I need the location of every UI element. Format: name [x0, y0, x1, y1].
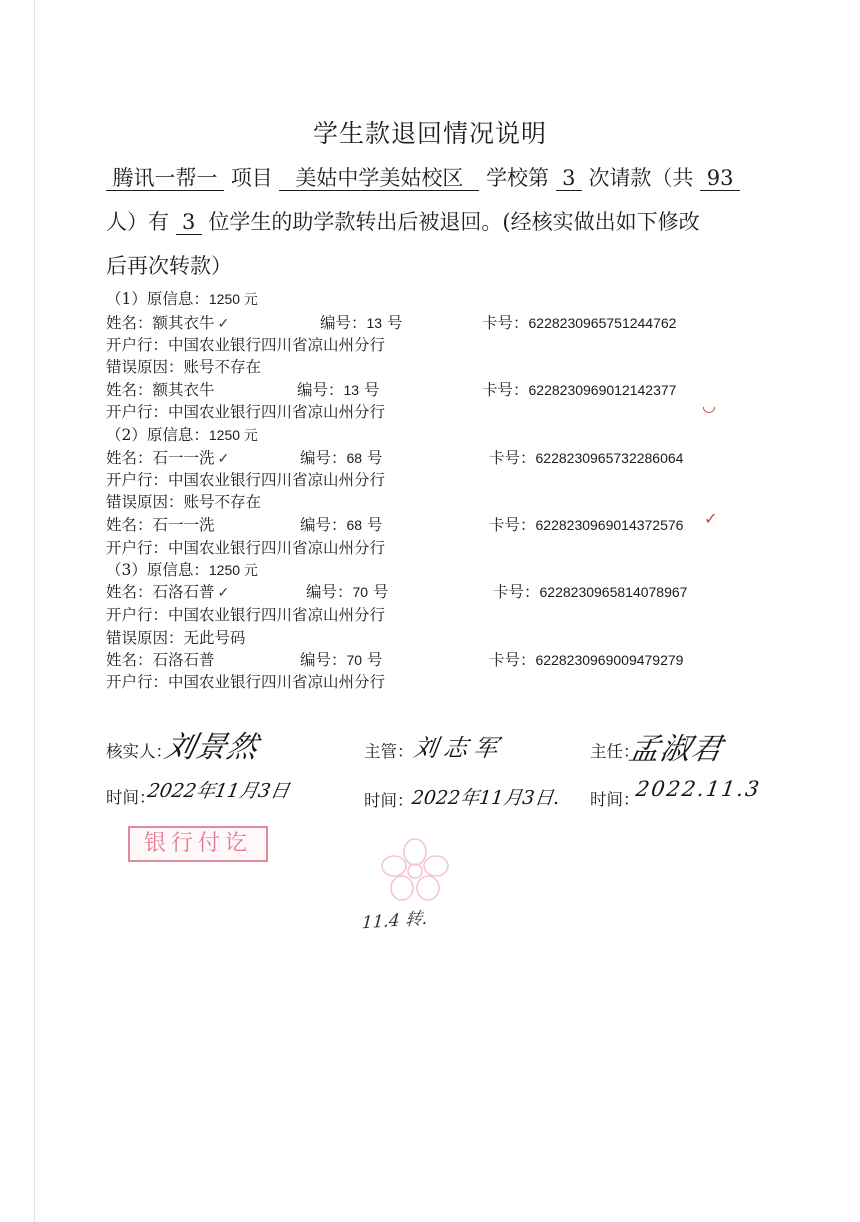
line2-suffix: 位学生的助学款转出后被退回。(经核实做出如下修改 [208, 210, 700, 234]
batch-number: 3 [556, 166, 582, 191]
record-3-new-id: 编号：70 号 [300, 651, 383, 669]
record-1-bank: 开户行：中国农业银行四川省凉山州分行 [106, 336, 386, 354]
returned-count: 3 [176, 210, 202, 235]
record-3-id: 编号：70 号 [306, 583, 389, 601]
supervisor-time: 2022年11月3日. [410, 787, 561, 809]
director-time-label: 时间： [590, 790, 640, 809]
record-3-bank: 开户行：中国农业银行四川省凉山州分行 [106, 606, 386, 624]
record-1-original-info: （1）原信息：1250 元 [106, 290, 258, 308]
page-title: 学生款退回情况说明 [312, 119, 547, 148]
record-1-error: 错误原因：账号不存在 [106, 358, 262, 376]
page-edge-line [34, 0, 35, 1222]
record-3-error: 错误原因：无此号码 [106, 629, 246, 647]
record-2-new-id: 编号：68 号 [300, 516, 383, 534]
record-1-new-bank: 开户行：中国农业银行四川省凉山州分行 [106, 403, 386, 421]
intro-line-3: 后再次转款） [106, 254, 232, 278]
record-3-new-name: 姓名：石洛石普 [106, 651, 215, 669]
record-2-old-card: 卡号：6228230965732286064 [489, 449, 684, 467]
check-mark-icon: ✓ [217, 451, 230, 467]
director-time: 2022.11.3 [634, 777, 763, 801]
project-name: 腾讯一帮一 [106, 166, 224, 191]
record-2-error: 错误原因：账号不存在 [106, 493, 262, 511]
record-3-original-info: （3）原信息：1250 元 [106, 561, 258, 579]
record-3-old-card: 卡号：6228230965814078967 [493, 583, 688, 601]
check-mark-icon: ✓ [217, 316, 230, 332]
total-students: 93 [700, 166, 740, 191]
line2-prefix: 人）有 [106, 210, 169, 234]
record-1-new-card: 卡号：6228230969012142377 [482, 381, 677, 399]
school-label: 学校第 [486, 166, 550, 190]
record-2-new-name: 姓名：石一一洗 [106, 516, 215, 534]
intro-line-2 [106, 206, 700, 236]
verifier-label: 核实人： [106, 742, 172, 761]
record-2-name: 姓名：石一一洗 ✓ [106, 449, 230, 467]
intro-line-1 [106, 162, 740, 192]
record-1-new-name: 姓名：额其衣牛 [106, 381, 215, 399]
record-3-name: 姓名：石洛石普 ✓ [106, 583, 230, 601]
red-check-mark-icon: ◡ [702, 396, 716, 415]
record-1-old-card: 卡号：6228230965751244762 [482, 314, 677, 332]
handwritten-transfer-note: 11.4 转. [361, 908, 429, 934]
batch-label: 次请款（共 [588, 166, 694, 190]
record-2-id: 编号：68 号 [300, 449, 383, 467]
project-label: 项目 [230, 166, 273, 190]
supervisor-label: 主管： [364, 742, 414, 761]
bank-paid-stamp: 银行付讫 [128, 826, 268, 862]
verifier-time-label: 时间： [106, 788, 156, 807]
record-1-name: 姓名：额其衣牛 ✓ [106, 314, 230, 332]
record-1-id: 编号：13 号 [320, 314, 403, 332]
record-3-new-card: 卡号：6228230969009479279 [489, 651, 684, 669]
supervisor-time-label: 时间： [364, 791, 414, 810]
verifier-signature: 刘景然 [161, 730, 262, 765]
record-3-new-bank: 开户行：中国农业银行四川省凉山州分行 [106, 673, 386, 691]
record-2-bank: 开户行：中国农业银行四川省凉山州分行 [106, 471, 386, 489]
director-signature: 孟淑君 [626, 732, 726, 767]
director-label: 主任： [590, 742, 640, 761]
flower-mark-icon [380, 838, 450, 904]
school-name: 美姑中学美姑校区 [279, 166, 479, 191]
record-2-new-card: 卡号：6228230969014372576 [489, 516, 684, 534]
supervisor-signature: 刘志军 [411, 734, 506, 762]
record-2-original-info: （2）原信息：1250 元 [106, 426, 258, 444]
record-2-new-bank: 开户行：中国农业银行四川省凉山州分行 [106, 539, 386, 557]
record-1-new-id: 编号：13 号 [297, 381, 380, 399]
red-check-mark-icon: ✓ [704, 509, 718, 528]
check-mark-icon: ✓ [217, 585, 230, 601]
verifier-time: 2022年11月3日 [145, 780, 292, 802]
